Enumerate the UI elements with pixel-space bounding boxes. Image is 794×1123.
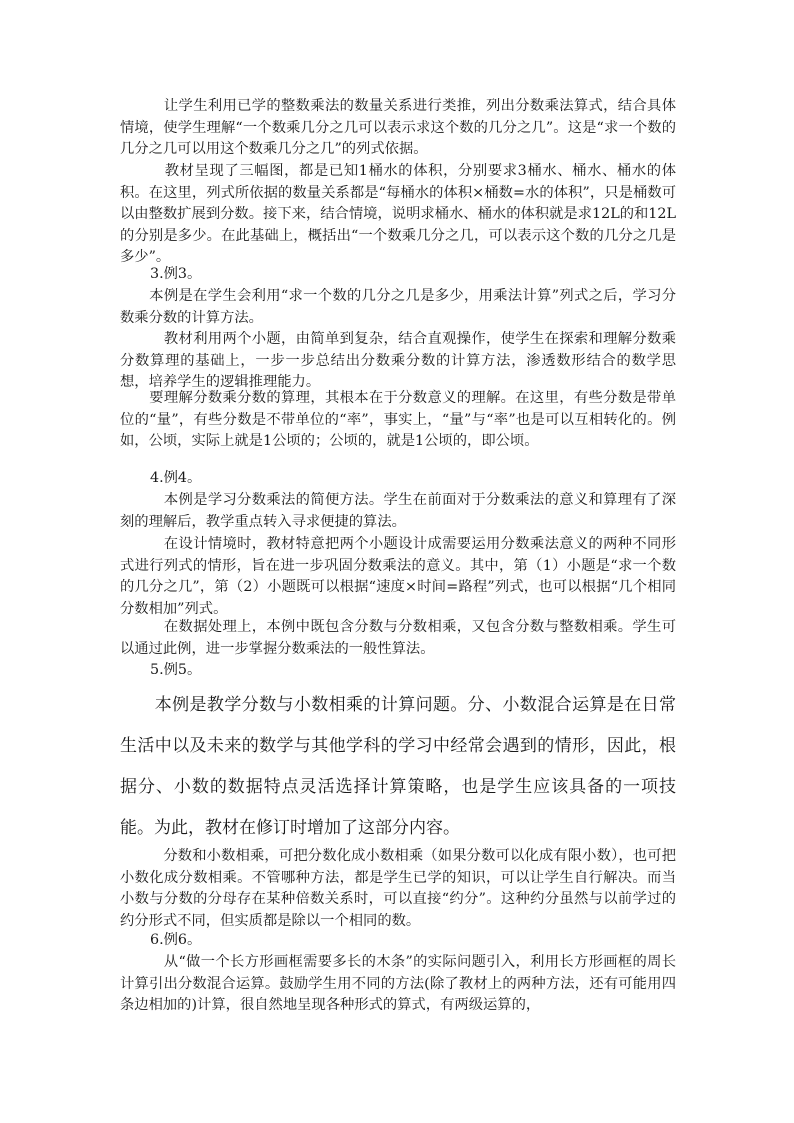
paragraph-large: 本例是教学分数与小数相乘的计算问题。分、小数混合运算是在日常生活中以及未来的数学与其他学科的学习中经常会遇到的情形，因此，根据分、小数的数据特点灵活选择计算策略，也是学生应该具备的一项技能。为此，教材在修订时增加了这部分内容。 [120, 695, 676, 838]
paragraph: 在数据处理上，本例中既包含分数与分数相乘，又包含分数与整数相乘。学生可以通过此例，进一步掌握分数乘法的一般性算法。 [120, 619, 676, 657]
section-heading: 4.例4。 [150, 470, 202, 486]
paragraph: 本例是学习分数乘法的简便方法。学生在前面对于分数乘法的意义和算理有了深刻的理解后，教学重点转入寻求便捷的算法。 [120, 492, 676, 530]
section-heading: 3.例3。 [150, 266, 202, 282]
paragraph: 分数和小数相乘，可把分数化成小数相乘（如果分数可以化成有限小数），也可把小数化成分数相乘。不管哪种方法，都是学生已学的知识，可以让学生自行解决。而当小数与分数的分母存在某种倍数关系时，可以直接“约分”。这种约分虽然与以前学过的约分形式不同，但实质都是除以一个相同的数。 [120, 848, 676, 929]
paragraph: 在设计情境时，教材特意把两个小题设计成需要运用分数乘法意义的两种不同形式进行列式的情形，旨在进一步巩固分数乘法的意义。其中，第（1）小题是“求一个数的几分之几”，第（2）小题既可以根据“速度×时间=路程”列式，也可以根据“几个相同分数相加”列式。 [120, 536, 676, 617]
paragraph: 要理解分数乘分数的算理，其根本在于分数意义的理解。在这里，有些分数是带单位的“量”，有些分数是不带单位的“率”，事实上，“量”与“率”也是可以互相转化的。例如，公顷，实际上就是1公顷的；公顷的，就是1公顷的，即公顷。 [120, 390, 676, 450]
paragraph: 本例是在学生会利用“求一个数的几分之几是多少，用乘法计算”列式之后，学习分数乘分数的计算方法。 [120, 288, 676, 326]
paragraph: 教材利用两个小题，由简单到复杂，结合直观操作，使学生在探索和理解分数乘分数算理的基础上，一步一步总结出分数乘分数的计算方法，渗透数形结合的数学思想，培养学生的逻辑推理能力。 [120, 331, 676, 391]
paragraph: 教材呈现了三幅图，都是已知1桶水的体积，分别要求3桶水、桶水、桶水的体积。在这里，列式所依据的数量关系都是“每桶水的体积×桶数=水的体积”，只是桶数可以由整数扩展到分数。接下来，结合情境，说明求桶水、桶水的体积就是求12L的和12L的分别是多少。在此基础上，概括出“一个数乘几分之几，可以表示这个数的几分之几是多少”。 [120, 163, 676, 266]
section-heading: 6.例6。 [150, 932, 202, 948]
paragraph: 让学生利用已学的整数乘法的数量关系进行类推，列出分数乘法算式，结合具体情境，使学生理解“一个数乘几分之几可以表示求这个数的几分之几”。这是“求一个数的几分之几可以用这个数乘几分之几”的列式依据。 [120, 98, 676, 158]
paragraph: 从“做一个长方形画框需要多长的木条”的实际问题引入，利用长方形画框的周长计算引出分数混合运算。鼓励学生用不同的方法(除了教材上的两种方法，还有可能用四条边相加的)计算，很自然地呈现各种形式的算式，有两级运算的， [120, 954, 676, 1014]
section-heading: 5.例5。 [150, 662, 202, 678]
